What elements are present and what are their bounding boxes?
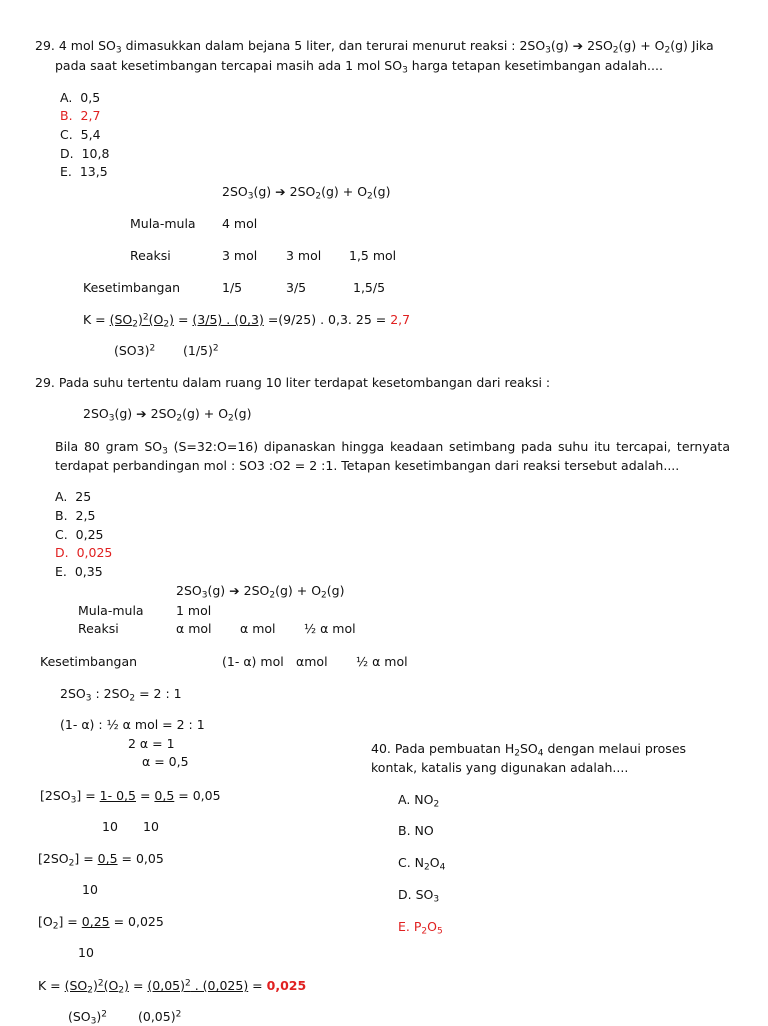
- q2-option: C. 0,25: [55, 527, 104, 542]
- q2-mula-label: Mula-mula: [78, 603, 144, 618]
- arrow-icon: ➔: [572, 38, 584, 53]
- q3-option: B. NO: [398, 823, 434, 838]
- q1-kes-label: Kesetimbangan: [83, 280, 181, 295]
- q1-line1: 29. 4 mol $SO_3$ dimasukkan dalam bejana 5 liter, dan terurai menurut reaksi : $2SO_3(g)$ ➔ $2SO_2(g) + O_2(g)$ Jika: [35, 38, 714, 56]
- q3-option: C. $N_2O_4$: [398, 855, 446, 873]
- q2-option: E. 0,35: [55, 564, 103, 579]
- q1-option: A. 0,5: [60, 90, 101, 105]
- q1-reaksi-row: Reaksi 3 mol 3 mol 1,5 mol: [130, 248, 397, 263]
- q2-conc-so3: $[2SO_3] = 1-$ 0,5 = 0,5 = 0,05: [40, 788, 221, 806]
- q2-conc-o2-den: 10: [78, 945, 94, 960]
- q2-ratio-line2: (1- α) : ½ α mol = 2 : 1: [60, 717, 205, 732]
- arrow-icon: ➔: [275, 184, 286, 199]
- q2-option: B. 2,5: [55, 508, 96, 523]
- q1-k-denominator: $(1/5)^2$: [183, 343, 219, 358]
- q2-kes-value: (1- α) mol: [222, 654, 284, 669]
- q2-option: A. 25: [55, 489, 92, 504]
- q3-option: A. $NO_2$: [398, 792, 440, 810]
- q1-mula-value: 4 mol: [222, 216, 258, 231]
- q2-line1: 29. Pada suhu tertentu dalam ruang 10 liter terdapat kesetombangan dari reaksi :: [35, 375, 551, 390]
- q1-k-expression: $K = (SO_2)^2(O_2) = (3/5)$ . (0,3) =(9/25) . 0,3. 25 = 2,7: [83, 312, 411, 330]
- q2-reaction: $2SO_3(g)$ ➔ $2SO_2(g) + O_2(g)$: [83, 406, 252, 424]
- q1-solution-reaction: $2SO_3(g)$ ➔ $2SO_2(g) + O_2(g)$: [222, 184, 391, 202]
- q1-kes-value: 1/5: [222, 280, 243, 295]
- q2-mula-value: 1 mol: [176, 603, 212, 618]
- q1-kes-value: 3/5: [286, 280, 307, 295]
- q2-reaksi-row: Reaksi α mol α mol ½ α mol: [78, 621, 356, 636]
- q2-kes-value: αmol: [296, 654, 328, 669]
- q1-option: C. 5,4: [60, 127, 101, 142]
- q2-paragraph: Bila 80 gram $SO_3$ (S=32:O=16) dipanaskan hingga keadaan setimbang pada suhu itu tercapai, ternyata terdapat perbandingan mol : SO3 :O2 = 2 :1. Tetapan kesetimbangan dari reaksi tersebut adalah....: [55, 439, 730, 473]
- q2-alpha-line2: α = 0,5: [142, 754, 189, 769]
- q2-solution-reaction: $2SO_3(g)$ ➔ $2SO_2(g) + O_2(g)$: [176, 583, 345, 601]
- arrow-icon: ➔: [229, 583, 240, 598]
- q1-k-answer: 2,7: [390, 312, 411, 327]
- q2-conc-o2: $[O_2] = 0,25 = 0,025$: [38, 914, 164, 932]
- q2-alpha-line1: 2 α = 1: [128, 736, 175, 751]
- q1-kes-value: 1,5/5: [353, 280, 386, 295]
- q2-option-correct: D. 0,025: [55, 545, 113, 560]
- q2-kes-label: Kesetimbangan: [40, 654, 138, 669]
- arrow-icon: ➔: [136, 406, 147, 421]
- q2-k-denominator: $(SO_3)^2$: [68, 1009, 108, 1026]
- q1-option: D. 10,8: [60, 146, 110, 161]
- q1-mula-label: Mula-mula: [130, 216, 196, 231]
- q2-k-denominator: $(0,05)^2$: [138, 1009, 182, 1024]
- q3-line2: kontak, katalis yang digunakan adalah....: [371, 760, 629, 775]
- q3-option-correct: E. $P_2O_5$: [398, 919, 443, 937]
- q2-k-expression: $K = (SO_2)^2(O_2) = (0,05)^2$ . (0,025) = 0,025: [38, 978, 307, 996]
- q2-conc-so3-den: 10: [143, 819, 159, 834]
- q1-option-correct: B. 2,7: [60, 108, 101, 123]
- q2-conc-so2: $[2SO_2] = 0,5 = 0,05$: [38, 851, 164, 869]
- q2-kes-value: ½ α mol: [356, 654, 408, 669]
- q3-option: D. $SO_3$: [398, 887, 440, 905]
- q3-line1: 40. Pada pembuatan $H_2SO_4$ dengan melaui proses: [371, 741, 687, 759]
- q2-k-answer: 0,025: [266, 978, 307, 993]
- q1-line2: pada saat kesetimbangan tercapai masih ada 1 mol $SO_3$ harga tetapan kesetimbangan adalah....: [55, 58, 663, 76]
- q2-ratio-line1: $2SO_3$ : $2SO_2 = 2$ : 1: [60, 686, 182, 704]
- q1-option: E. 13,5: [60, 164, 108, 179]
- q1-k-denominator: $(SO3)^2$: [114, 343, 156, 358]
- q2-conc-so3-den: 10: [102, 819, 118, 834]
- q2-conc-so2-den: 10: [82, 882, 98, 897]
